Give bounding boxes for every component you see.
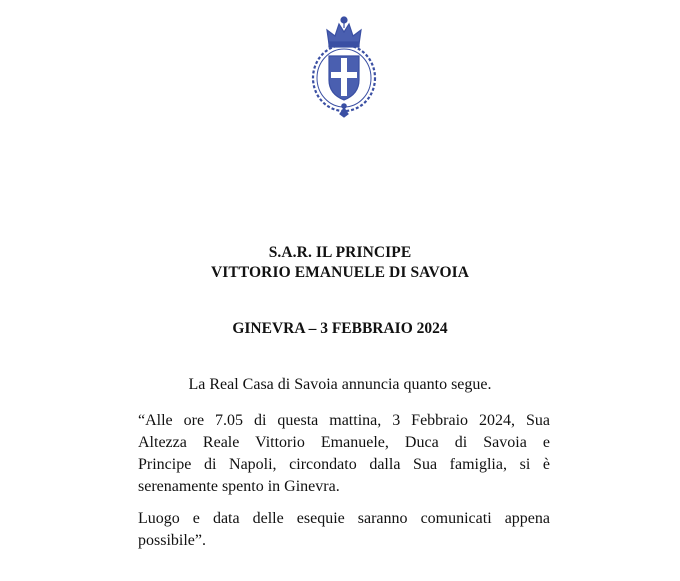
title-line-2: VITTORIO EMANUELE DI SAVOIA xyxy=(210,264,470,281)
title-line-1: S.A.R. IL PRINCIPE xyxy=(268,244,412,261)
announcement-paragraph xyxy=(138,410,550,498)
paragraph-line: “Alle ore 7.05 di questa mattina, 3 Febbraio 2024, Sua xyxy=(138,412,550,429)
paragraph-line: Luogo e data delle esequie saranno comunicati appena xyxy=(138,510,550,527)
paragraph-line: possibile”. xyxy=(138,532,206,549)
paragraph-line: Altezza Reale Vittorio Emanuele, Duca di Savoia e xyxy=(138,434,550,451)
dateline: GINEVRA – 3 FEBBRAIO 2024 xyxy=(232,320,448,337)
intro-text: La Real Casa di Savoia annuncia quanto segue. xyxy=(188,376,492,393)
funeral-notice-paragraph xyxy=(138,508,550,552)
paragraph-line: serenamente spento in Ginevra. xyxy=(138,478,340,495)
paragraph-line: Principe di Napoli, circondato dalla Sua famiglia, si è xyxy=(138,456,550,473)
savoy-crown-cross-emblem-icon xyxy=(307,14,381,118)
